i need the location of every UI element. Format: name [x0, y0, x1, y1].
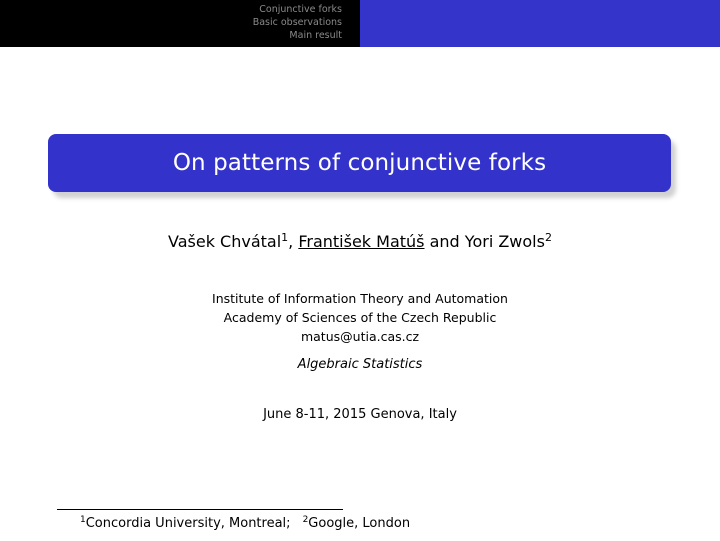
- author-zwols: Yori Zwols: [464, 232, 545, 251]
- author-conjunction: and: [424, 232, 465, 251]
- author-separator: ,: [288, 232, 299, 251]
- footnote-affiliation-2: Google, London: [308, 516, 411, 531]
- footnote-mark-1: 1: [80, 515, 86, 525]
- event-date-location: June 8-11, 2015 Genova, Italy: [263, 407, 457, 422]
- institute: [0, 289, 720, 346]
- nav-item-basic-observations[interactable]: Basic observations: [252, 17, 342, 28]
- event-name: Algebraic Statistics: [297, 357, 423, 372]
- page-title: On patterns of conjunctive forks: [172, 150, 547, 176]
- navigation-bar-right: [360, 0, 720, 47]
- footnote: [80, 516, 410, 531]
- author-matus: František Matúš: [298, 232, 425, 251]
- nav-item-conjunctive-forks[interactable]: Conjunctive forks: [259, 4, 342, 15]
- nav-item-main-result[interactable]: Main result: [289, 30, 342, 41]
- author-affiliation-mark-2: 2: [544, 231, 552, 244]
- author-chvatal: Vašek Chvátal: [168, 232, 282, 251]
- footnote-divider: [57, 509, 343, 510]
- footnote-affiliation-1: Concordia University, Montreal;: [85, 516, 291, 531]
- contact-email: matus@utia.cas.cz: [300, 329, 420, 344]
- navigation-bar-left: [0, 0, 360, 47]
- section-navigation: [253, 3, 342, 42]
- footnote-mark-2: 2: [302, 515, 309, 525]
- institute-academy: Academy of Sciences of the Czech Republic: [223, 310, 497, 325]
- authors: [0, 232, 720, 251]
- title-block: [48, 134, 671, 192]
- navigation-bar: [0, 0, 720, 47]
- author-affiliation-mark-1: 1: [281, 231, 289, 244]
- institute-name: Institute of Information Theory and Automation: [212, 291, 508, 306]
